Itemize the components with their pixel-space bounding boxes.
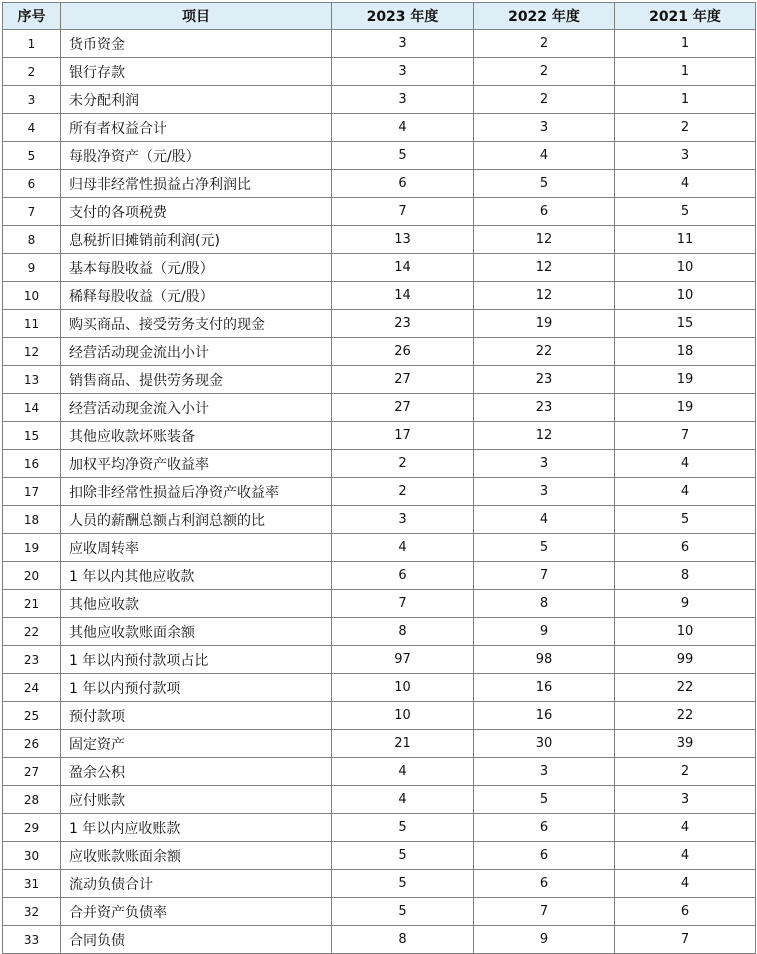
cell-2022: 6 [474,870,615,898]
cell-2022: 23 [474,394,615,422]
cell-2023: 4 [332,786,474,814]
cell-2023: 8 [332,926,474,954]
cell-item: 1 年以内其他应收款 [61,562,332,590]
cell-2022: 16 [474,674,615,702]
table-row [3,814,756,842]
cell-index: 22 [3,618,61,646]
cell-2021: 4 [615,870,756,898]
table-row [3,618,756,646]
cell-2022: 2 [474,58,615,86]
cell-2023: 5 [332,142,474,170]
cell-2021: 10 [615,618,756,646]
cell-2021: 3 [615,142,756,170]
cell-2022: 3 [474,450,615,478]
cell-index: 23 [3,646,61,674]
cell-2022: 3 [474,758,615,786]
cell-2023: 26 [332,338,474,366]
cell-index: 28 [3,786,61,814]
cell-index: 24 [3,674,61,702]
cell-2022: 30 [474,730,615,758]
cell-2022: 2 [474,30,615,58]
cell-index: 11 [3,310,61,338]
cell-2021: 2 [615,758,756,786]
cell-2021: 5 [615,506,756,534]
table-row [3,562,756,590]
table-row [3,534,756,562]
header-item: 项目 [61,3,332,30]
table-row [3,142,756,170]
table-row [3,198,756,226]
cell-2021: 39 [615,730,756,758]
table-row [3,646,756,674]
cell-item: 1 年以内应收账款 [61,814,332,842]
cell-2021: 6 [615,898,756,926]
cell-2023: 23 [332,310,474,338]
table-row [3,590,756,618]
cell-index: 4 [3,114,61,142]
cell-2023: 17 [332,422,474,450]
cell-2023: 6 [332,170,474,198]
cell-item: 人员的薪酬总额占利润总额的比 [61,506,332,534]
cell-index: 33 [3,926,61,954]
cell-2023: 5 [332,898,474,926]
cell-2023: 3 [332,86,474,114]
table-row [3,114,756,142]
cell-index: 26 [3,730,61,758]
table-row [3,702,756,730]
cell-2023: 2 [332,478,474,506]
cell-item: 银行存款 [61,58,332,86]
cell-index: 10 [3,282,61,310]
cell-item: 支付的各项税费 [61,198,332,226]
cell-item: 固定资产 [61,730,332,758]
cell-2023: 3 [332,506,474,534]
cell-2022: 19 [474,310,615,338]
table-row [3,842,756,870]
cell-2021: 19 [615,394,756,422]
cell-index: 27 [3,758,61,786]
cell-2023: 14 [332,254,474,282]
table-row [3,786,756,814]
cell-index: 21 [3,590,61,618]
table-row [3,506,756,534]
cell-2021: 1 [615,86,756,114]
cell-2021: 10 [615,282,756,310]
cell-2022: 12 [474,282,615,310]
cell-item: 销售商品、提供劳务现金 [61,366,332,394]
cell-2022: 9 [474,618,615,646]
cell-2023: 5 [332,842,474,870]
table-row [3,394,756,422]
cell-index: 25 [3,702,61,730]
cell-2021: 4 [615,478,756,506]
cell-index: 16 [3,450,61,478]
table-row [3,58,756,86]
cell-item: 购买商品、接受劳务支付的现金 [61,310,332,338]
cell-2023: 4 [332,534,474,562]
cell-2021: 9 [615,590,756,618]
cell-2022: 9 [474,926,615,954]
cell-index: 19 [3,534,61,562]
cell-item: 息税折旧摊销前利润(元) [61,226,332,254]
cell-item: 合并资产负债率 [61,898,332,926]
cell-2021: 4 [615,450,756,478]
cell-index: 9 [3,254,61,282]
table-row [3,170,756,198]
cell-2021: 7 [615,422,756,450]
cell-2022: 5 [474,170,615,198]
cell-2021: 19 [615,366,756,394]
cell-item: 所有者权益合计 [61,114,332,142]
cell-2021: 6 [615,534,756,562]
header-2022: 2022 年度 [474,3,615,30]
cell-item: 每股净资产（元/股） [61,142,332,170]
table-row [3,926,756,954]
cell-2022: 4 [474,506,615,534]
cell-item: 合同负债 [61,926,332,954]
cell-2023: 21 [332,730,474,758]
table-row [3,758,756,786]
cell-index: 31 [3,870,61,898]
cell-2023: 10 [332,674,474,702]
cell-index: 20 [3,562,61,590]
cell-item: 加权平均净资产收益率 [61,450,332,478]
cell-index: 8 [3,226,61,254]
cell-2023: 8 [332,618,474,646]
cell-item: 货币资金 [61,30,332,58]
cell-2021: 4 [615,842,756,870]
cell-2021: 4 [615,170,756,198]
cell-2023: 3 [332,58,474,86]
cell-item: 应收周转率 [61,534,332,562]
cell-2021: 2 [615,114,756,142]
cell-2021: 22 [615,674,756,702]
cell-2023: 27 [332,394,474,422]
cell-index: 7 [3,198,61,226]
cell-item: 其他应收款 [61,590,332,618]
table-row [3,338,756,366]
table-row [3,674,756,702]
cell-item: 1 年以内预付款项占比 [61,646,332,674]
cell-item: 流动负债合计 [61,870,332,898]
table-body [3,30,756,954]
cell-2022: 5 [474,534,615,562]
cell-index: 6 [3,170,61,198]
table-row [3,282,756,310]
cell-2022: 6 [474,198,615,226]
cell-2021: 3 [615,786,756,814]
cell-2021: 7 [615,926,756,954]
financial-metrics-table [2,2,756,954]
cell-2022: 2 [474,86,615,114]
cell-item: 其他应收款坏账装备 [61,422,332,450]
table-row [3,86,756,114]
cell-2023: 5 [332,814,474,842]
cell-2023: 3 [332,30,474,58]
cell-2021: 15 [615,310,756,338]
table-row [3,254,756,282]
cell-2022: 12 [474,254,615,282]
cell-2022: 22 [474,338,615,366]
header-index: 序号 [3,3,61,30]
cell-2023: 2 [332,450,474,478]
table-row [3,730,756,758]
cell-2022: 3 [474,478,615,506]
cell-2021: 11 [615,226,756,254]
cell-item: 经营活动现金流出小计 [61,338,332,366]
cell-item: 其他应收款账面余额 [61,618,332,646]
cell-2021: 99 [615,646,756,674]
cell-2021: 5 [615,198,756,226]
cell-2021: 4 [615,814,756,842]
table-row [3,366,756,394]
cell-2022: 5 [474,786,615,814]
table-row [3,450,756,478]
cell-index: 29 [3,814,61,842]
cell-item: 经营活动现金流入小计 [61,394,332,422]
cell-item: 盈余公积 [61,758,332,786]
cell-index: 18 [3,506,61,534]
cell-2022: 12 [474,226,615,254]
cell-index: 12 [3,338,61,366]
table-row [3,478,756,506]
cell-2022: 6 [474,814,615,842]
cell-2021: 10 [615,254,756,282]
cell-item: 基本每股收益（元/股） [61,254,332,282]
cell-index: 2 [3,58,61,86]
cell-index: 1 [3,30,61,58]
cell-2022: 7 [474,898,615,926]
cell-2021: 8 [615,562,756,590]
cell-2023: 4 [332,114,474,142]
cell-2023: 27 [332,366,474,394]
cell-2021: 22 [615,702,756,730]
cell-2022: 16 [474,702,615,730]
cell-2023: 6 [332,562,474,590]
cell-2022: 4 [474,142,615,170]
cell-2022: 12 [474,422,615,450]
cell-2021: 1 [615,30,756,58]
cell-2023: 5 [332,870,474,898]
cell-2023: 13 [332,226,474,254]
cell-index: 17 [3,478,61,506]
cell-item: 稀释每股收益（元/股） [61,282,332,310]
cell-2023: 97 [332,646,474,674]
table-row [3,30,756,58]
cell-index: 5 [3,142,61,170]
cell-item: 1 年以内预付款项 [61,674,332,702]
cell-index: 3 [3,86,61,114]
cell-2023: 14 [332,282,474,310]
cell-2022: 98 [474,646,615,674]
cell-2022: 6 [474,842,615,870]
cell-2021: 18 [615,338,756,366]
cell-2021: 1 [615,58,756,86]
cell-2023: 4 [332,758,474,786]
cell-2022: 23 [474,366,615,394]
cell-2023: 7 [332,590,474,618]
table-header-row [3,3,756,30]
cell-2023: 7 [332,198,474,226]
cell-index: 13 [3,366,61,394]
cell-2022: 3 [474,114,615,142]
table-row [3,226,756,254]
table-row [3,422,756,450]
table-row [3,310,756,338]
cell-item: 扣除非经常性损益后净资产收益率 [61,478,332,506]
cell-item: 预付款项 [61,702,332,730]
cell-item: 未分配利润 [61,86,332,114]
table-row [3,898,756,926]
header-2023: 2023 年度 [332,3,474,30]
cell-index: 14 [3,394,61,422]
cell-item: 应付账款 [61,786,332,814]
cell-index: 30 [3,842,61,870]
cell-index: 32 [3,898,61,926]
cell-2023: 10 [332,702,474,730]
cell-index: 15 [3,422,61,450]
header-2021: 2021 年度 [615,3,756,30]
cell-item: 应收账款账面余额 [61,842,332,870]
table-row [3,870,756,898]
cell-item: 归母非经常性损益占净利润比 [61,170,332,198]
cell-2022: 8 [474,590,615,618]
cell-2022: 7 [474,562,615,590]
financial-table-container [2,2,756,954]
